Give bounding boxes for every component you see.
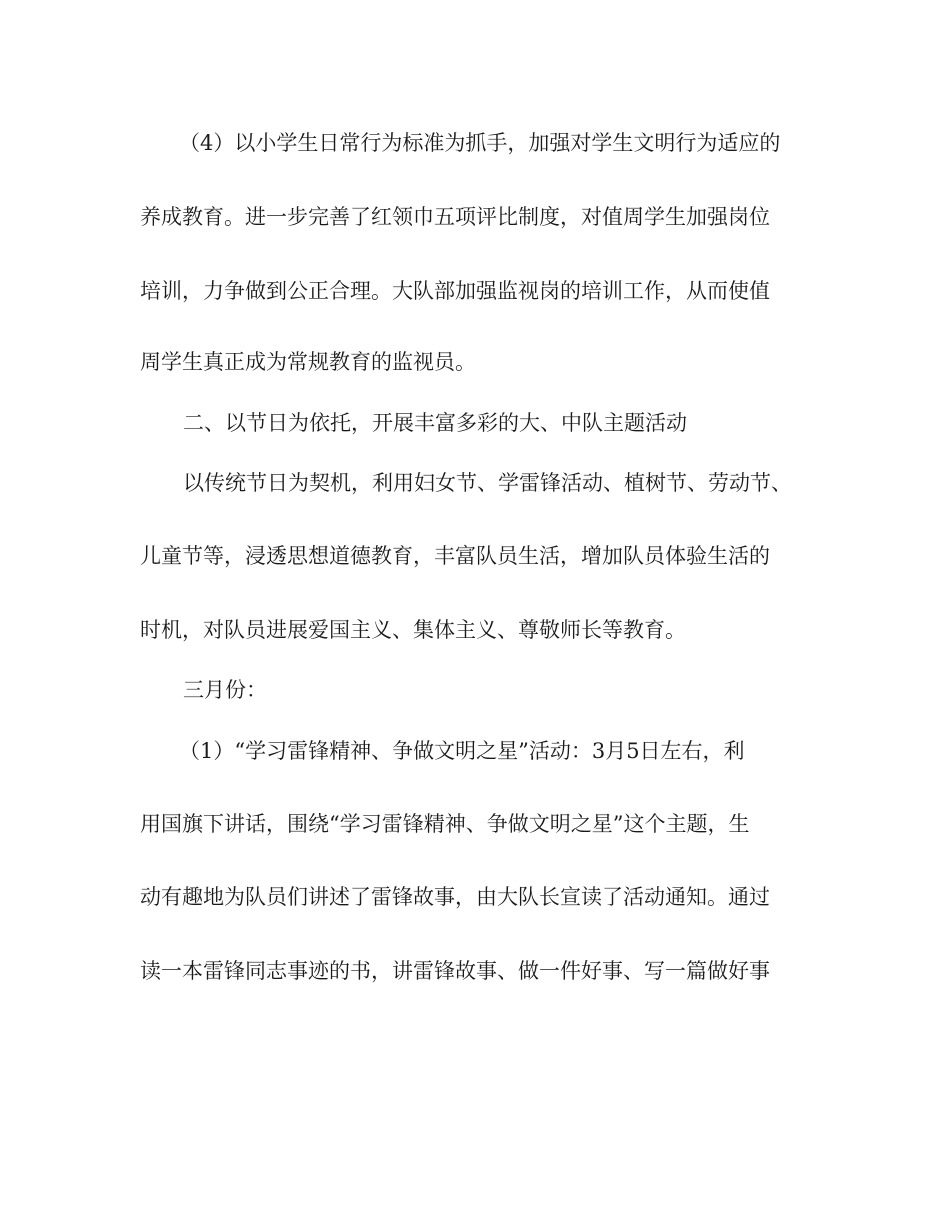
body-line-5: 以传统节日为契机，利用妇女节、学雷锋活动、植树节、劳动节、 — [183, 471, 792, 495]
body-line-4: 周学生真正成为常规教育的监视员。 — [140, 350, 476, 374]
body-line-8: （1）“学习雷锋精神、争做文明之星”活动：3月5日左右，利 — [179, 739, 745, 763]
body-line-6: 儿童节等，浸透思想道德教育，丰富队员生活，增加队员体验生活的 — [140, 544, 770, 568]
section-heading-2: 二、以节日为依托，开展丰富多彩的大、中队主题活动 — [183, 411, 687, 435]
body-line-7: 时机，对队员进展爱国主义、集体主义、尊敬师长等教育。 — [140, 618, 686, 642]
body-line-10: 动有趣地为队员们讲述了雷锋故事，由大队长宣读了活动通知。通过 — [140, 885, 770, 909]
body-line-1: （4）以小学生日常行为标准为抓手，加强对学生文明行为适应的 — [179, 131, 781, 155]
body-line-3: 培训，力争做到公正合理。大队部加强监视岗的培训工作，从而使值 — [140, 279, 770, 303]
subheading-march: 三月份： — [183, 678, 267, 702]
body-line-9: 用国旗下讲话，围绕“学习雷锋精神、争做文明之星”这个主题，生 — [140, 812, 750, 836]
body-line-11: 读一本雷锋同志事迹的书，讲雷锋故事、做一件好事、写一篇做好事 — [140, 959, 770, 983]
body-line-2: 养成教育。进一步完善了红领巾五项评比制度，对值周学生加强岗位 — [140, 205, 770, 229]
